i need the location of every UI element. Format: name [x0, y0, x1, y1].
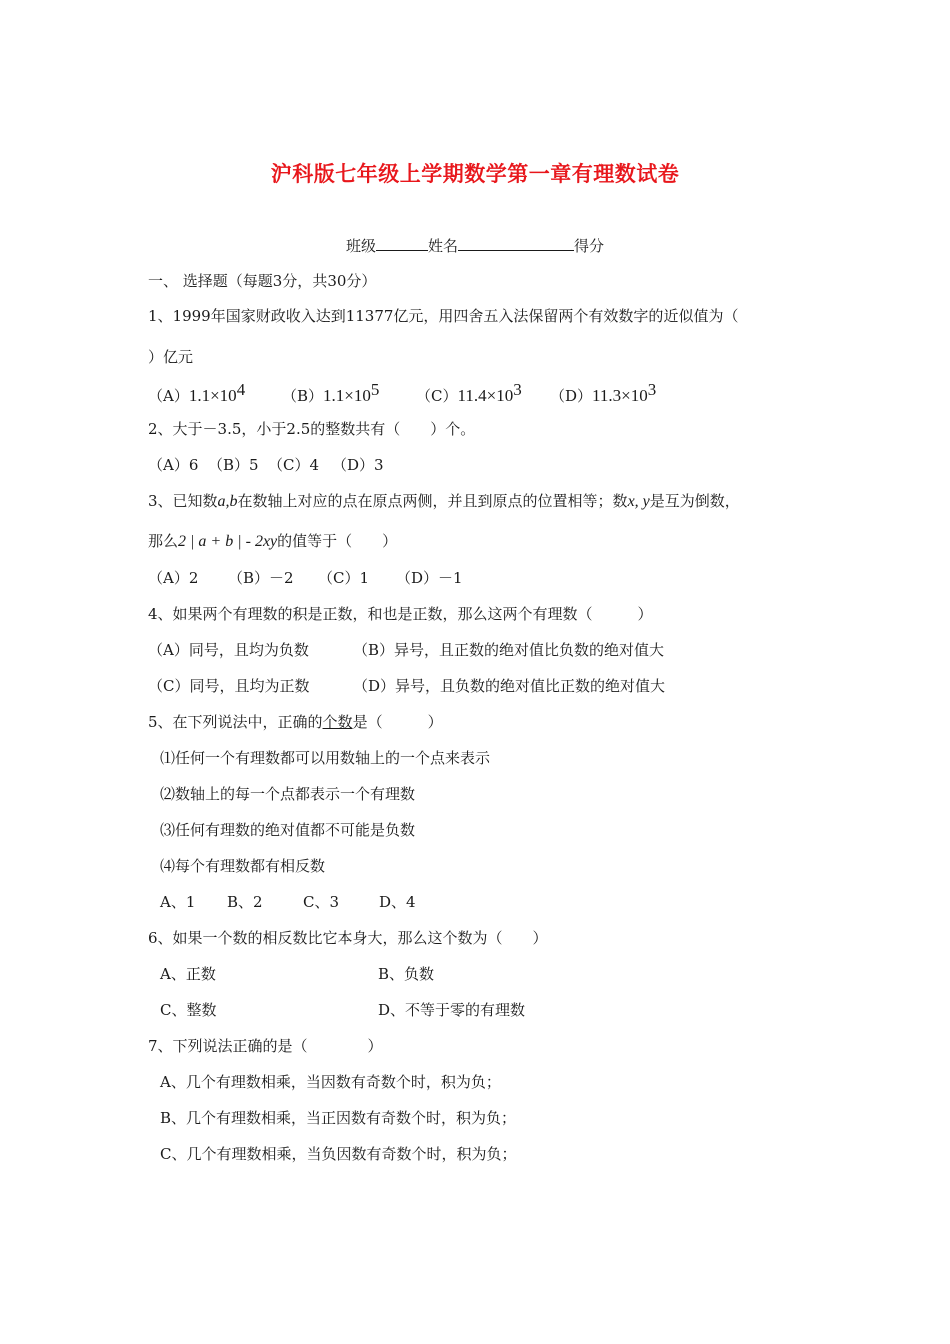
q1-option-d[interactable]: $(D)11.3\times 10^3$ — [550, 380, 657, 405]
q4-options-row1 — [148, 639, 664, 660]
section-heading: 一、 选择题（每题3分，共30分） — [148, 272, 377, 290]
class-blank[interactable] — [376, 236, 428, 251]
q4-option-a[interactable]: （A）同号，且均为负数 — [148, 641, 309, 659]
q2-option-d[interactable]: （D）3 — [332, 456, 384, 474]
q6-option-b[interactable]: B、负数 — [378, 965, 435, 983]
q5-option-a[interactable]: A、1 — [160, 893, 196, 911]
score-label: 得分 — [574, 237, 605, 255]
q2-option-b[interactable]: （B）5 — [208, 456, 259, 474]
q1-options — [148, 380, 656, 406]
q5-statement-4: ⑷每个有理数都有相反数 — [160, 857, 326, 875]
q3-stem-cont: 那么2 | a + b | - 2xy的值等于（ ） — [148, 532, 398, 550]
q2-option-a[interactable]: （A）6 — [148, 456, 199, 474]
student-info-line — [0, 235, 950, 256]
q5-stem: 5、在下列说法中，正确的个数是（ ） — [148, 713, 443, 731]
q3-stem: 3、已知数a,b在数轴上对应的点在原点两侧，并且到原点的位置相等；数x, y是互为倒数， — [148, 492, 740, 510]
q3-option-d[interactable]: （D）－1 — [396, 569, 463, 587]
q6-option-a[interactable]: A、正数 — [160, 965, 216, 983]
q6-options-row2 — [160, 999, 525, 1020]
q7-option-b[interactable]: B、几个有理数相乘，当正因数有奇数个时，积为负； — [160, 1109, 517, 1127]
class-label: 班级 — [345, 237, 376, 255]
q6-stem: 6、如果一个数的相反数比它本身大，那么这个数为（ ） — [148, 929, 548, 947]
q7-option-a[interactable]: A、几个有理数相乘，当因数有奇数个时，积为负； — [160, 1073, 501, 1091]
q3-option-b[interactable]: （B）－2 — [228, 569, 294, 587]
q6-options-row1 — [160, 963, 434, 984]
q6-option-d[interactable]: D、不等于零的有理数 — [378, 1001, 526, 1019]
q5-statement-1: ⑴任何一个有理数都可以用数轴上的一个点来表示 — [160, 749, 491, 767]
q1-option-a[interactable]: $(A)1.1\times 10^4$ — [148, 380, 246, 405]
q1-option-c[interactable]: $(C)11.4\times 10^3$ — [416, 380, 522, 405]
q7-stem: 7、下列说法正确的是（ ） — [148, 1037, 383, 1055]
q4-option-b[interactable]: （B）异号，且正数的绝对值比负数的绝对值大 — [353, 641, 665, 659]
q1-option-b[interactable]: $(B)1.1\times 10^5$ — [282, 380, 380, 405]
q2-option-c[interactable]: （C）4 — [268, 456, 320, 474]
exam-title: 沪科版七年级上学期数学第一章有理数试卷 — [270, 161, 680, 186]
q4-options-row2 — [148, 675, 665, 696]
q3-expression: 2 | a + b | - 2xy — [178, 533, 278, 550]
q3-var-xy: x, y — [627, 493, 650, 510]
q5-statement-2: ⑵数轴上的每一个点都表示一个有理数 — [160, 785, 416, 803]
q2-options — [148, 454, 384, 475]
name-blank[interactable] — [458, 236, 574, 251]
q7-option-c[interactable]: C、几个有理数相乘，当负因数有奇数个时，积为负； — [160, 1145, 517, 1163]
q4-option-c[interactable]: （C）同号，且均为正数 — [148, 677, 310, 695]
q5-option-c[interactable]: C、3 — [303, 893, 340, 911]
q1-stem: 1、1999年国家财政收入达到11377亿元，用四舍五入法保留两个有效数字的近似值为（ — [148, 307, 739, 325]
q1-stem-cont: ）亿元 — [148, 348, 194, 366]
q6-option-c[interactable]: C、整数 — [160, 1001, 217, 1019]
q2-stem: 2、大于－3.5，小于2.5的整数共有（ ）个。 — [148, 420, 476, 438]
q3-var-ab: a,b — [217, 493, 238, 510]
q5-option-b[interactable]: B、2 — [227, 893, 263, 911]
q3-option-a[interactable]: （A）2 — [148, 569, 199, 587]
q5-statement-3: ⑶任何有理数的绝对值都不可能是负数 — [160, 821, 416, 839]
q4-stem: 4、如果两个有理数的积是正数，和也是正数，那么这两个有理数（ ） — [148, 605, 653, 623]
name-label: 姓名 — [427, 237, 458, 255]
q5-options — [160, 891, 416, 912]
q3-option-c[interactable]: （C）1 — [318, 569, 370, 587]
q3-options — [148, 567, 463, 588]
q5-option-d[interactable]: D、4 — [379, 893, 416, 911]
q4-option-d[interactable]: （D）异号，且负数的绝对值比正数的绝对值大 — [353, 677, 666, 695]
